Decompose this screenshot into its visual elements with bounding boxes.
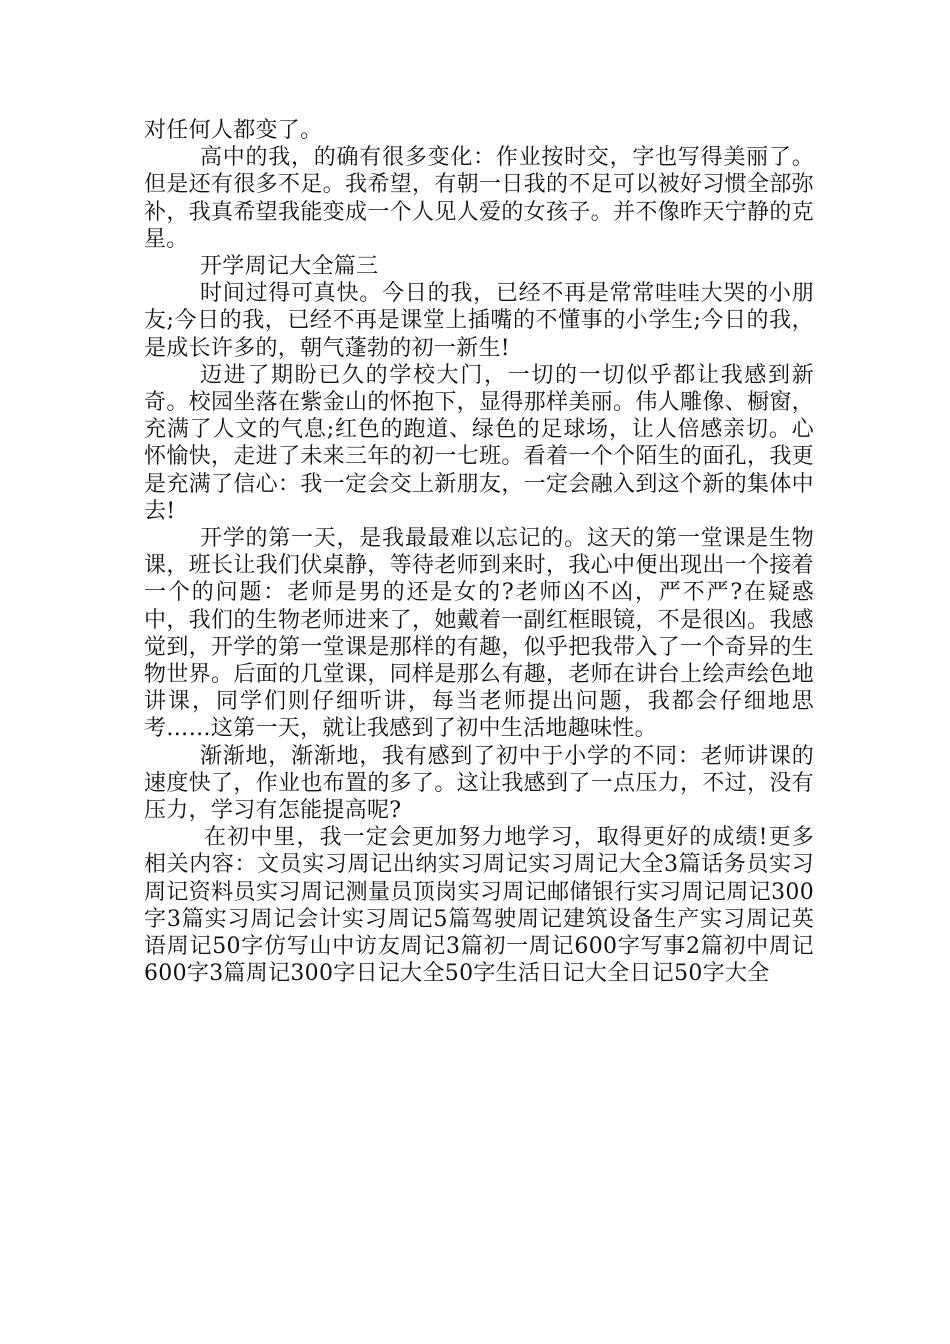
paragraph-time-flies: 时间过得可真快。今日的我，已经不再是常常哇哇大哭的小朋友;今日的我，已经不再是课堂上插嘴的不懂事的小学生;今日的我，是成长许多的，朝气蓬勃的初一新生! bbox=[144, 281, 814, 361]
paragraph-first-day: 开学的第一天，是我最最难以忘记的。这天的第一堂课是生物课，班长让我们伏桌静，等待老师到来时，我心中便出现出一个接着一个的问题：老师是男的还是女的?老师凶不凶，严不严?在疑惑中，我们的生物老师进来了，她戴着一副红框眼镜，不是很凶。我感觉到，开学的第一堂课是那样的有趣，似乎把我带入了一个奇异的生物世界。后面的几堂课，同样是那么有趣，老师在讲台上绘声绘色地讲课，同学们则仔细听讲，每当老师提出问题，我都会仔细地思考……这第一天，就让我感到了初中生活地趣味性。 bbox=[144, 526, 814, 742]
paragraph-gradually: 渐渐地，渐渐地，我有感到了初中于小学的不同：老师讲课的速度快了，作业也布置的多了。这让我感到了一点压力，不过，没有压力，学习有怎能提高呢? bbox=[144, 743, 814, 824]
document-body bbox=[144, 117, 814, 988]
paragraph-continuation: 对任何人都变了。 bbox=[144, 118, 323, 143]
section-heading: 开学周记大全篇三 bbox=[200, 254, 379, 280]
paragraph-related-content: 在初中里，我一定会更加努力地学习，取得更好的成绩!更多相关内容：文员实习周记出纳实习周记实习周记大全3篇话务员实习周记资料员实习周记测量员顶岗实习周记邮储银行实习周记周记300字3篇实习周记会计实习周记5篇驾驶周记建筑设备生产实习周记英语周记50字仿写山中访友周记3篇初一周记600字写事2篇初中周记600字3篇周记300字日记大全50字生活日记大全日记50字大全 bbox=[144, 825, 814, 987]
paragraph-school-gate: 迈进了期盼已久的学校大门，一切的一切似乎都让我感到新奇。校园坐落在紫金山的怀抱下，显得那样美丽。伟人雕像、橱窗，充满了人文的气息;红色的跑道、绿色的足球场，让人倍感亲切。心怀愉快，走进了未来三年的初一七班。看着一个个陌生的面孔，我更是充满了信心：我一定会交上新朋友，一定会融入到这个新的集体中去! bbox=[144, 362, 814, 524]
paragraph-high-school-changes: 高中的我，的确有很多变化：作业按时交，字也写得美丽了。但是还有很多不足。我希望，有朝一日我的不足可以被好习惯全部弥补，我真希望我能变成一个人见人爱的女孩子。并不像昨天宁静的克星。 bbox=[144, 145, 814, 252]
